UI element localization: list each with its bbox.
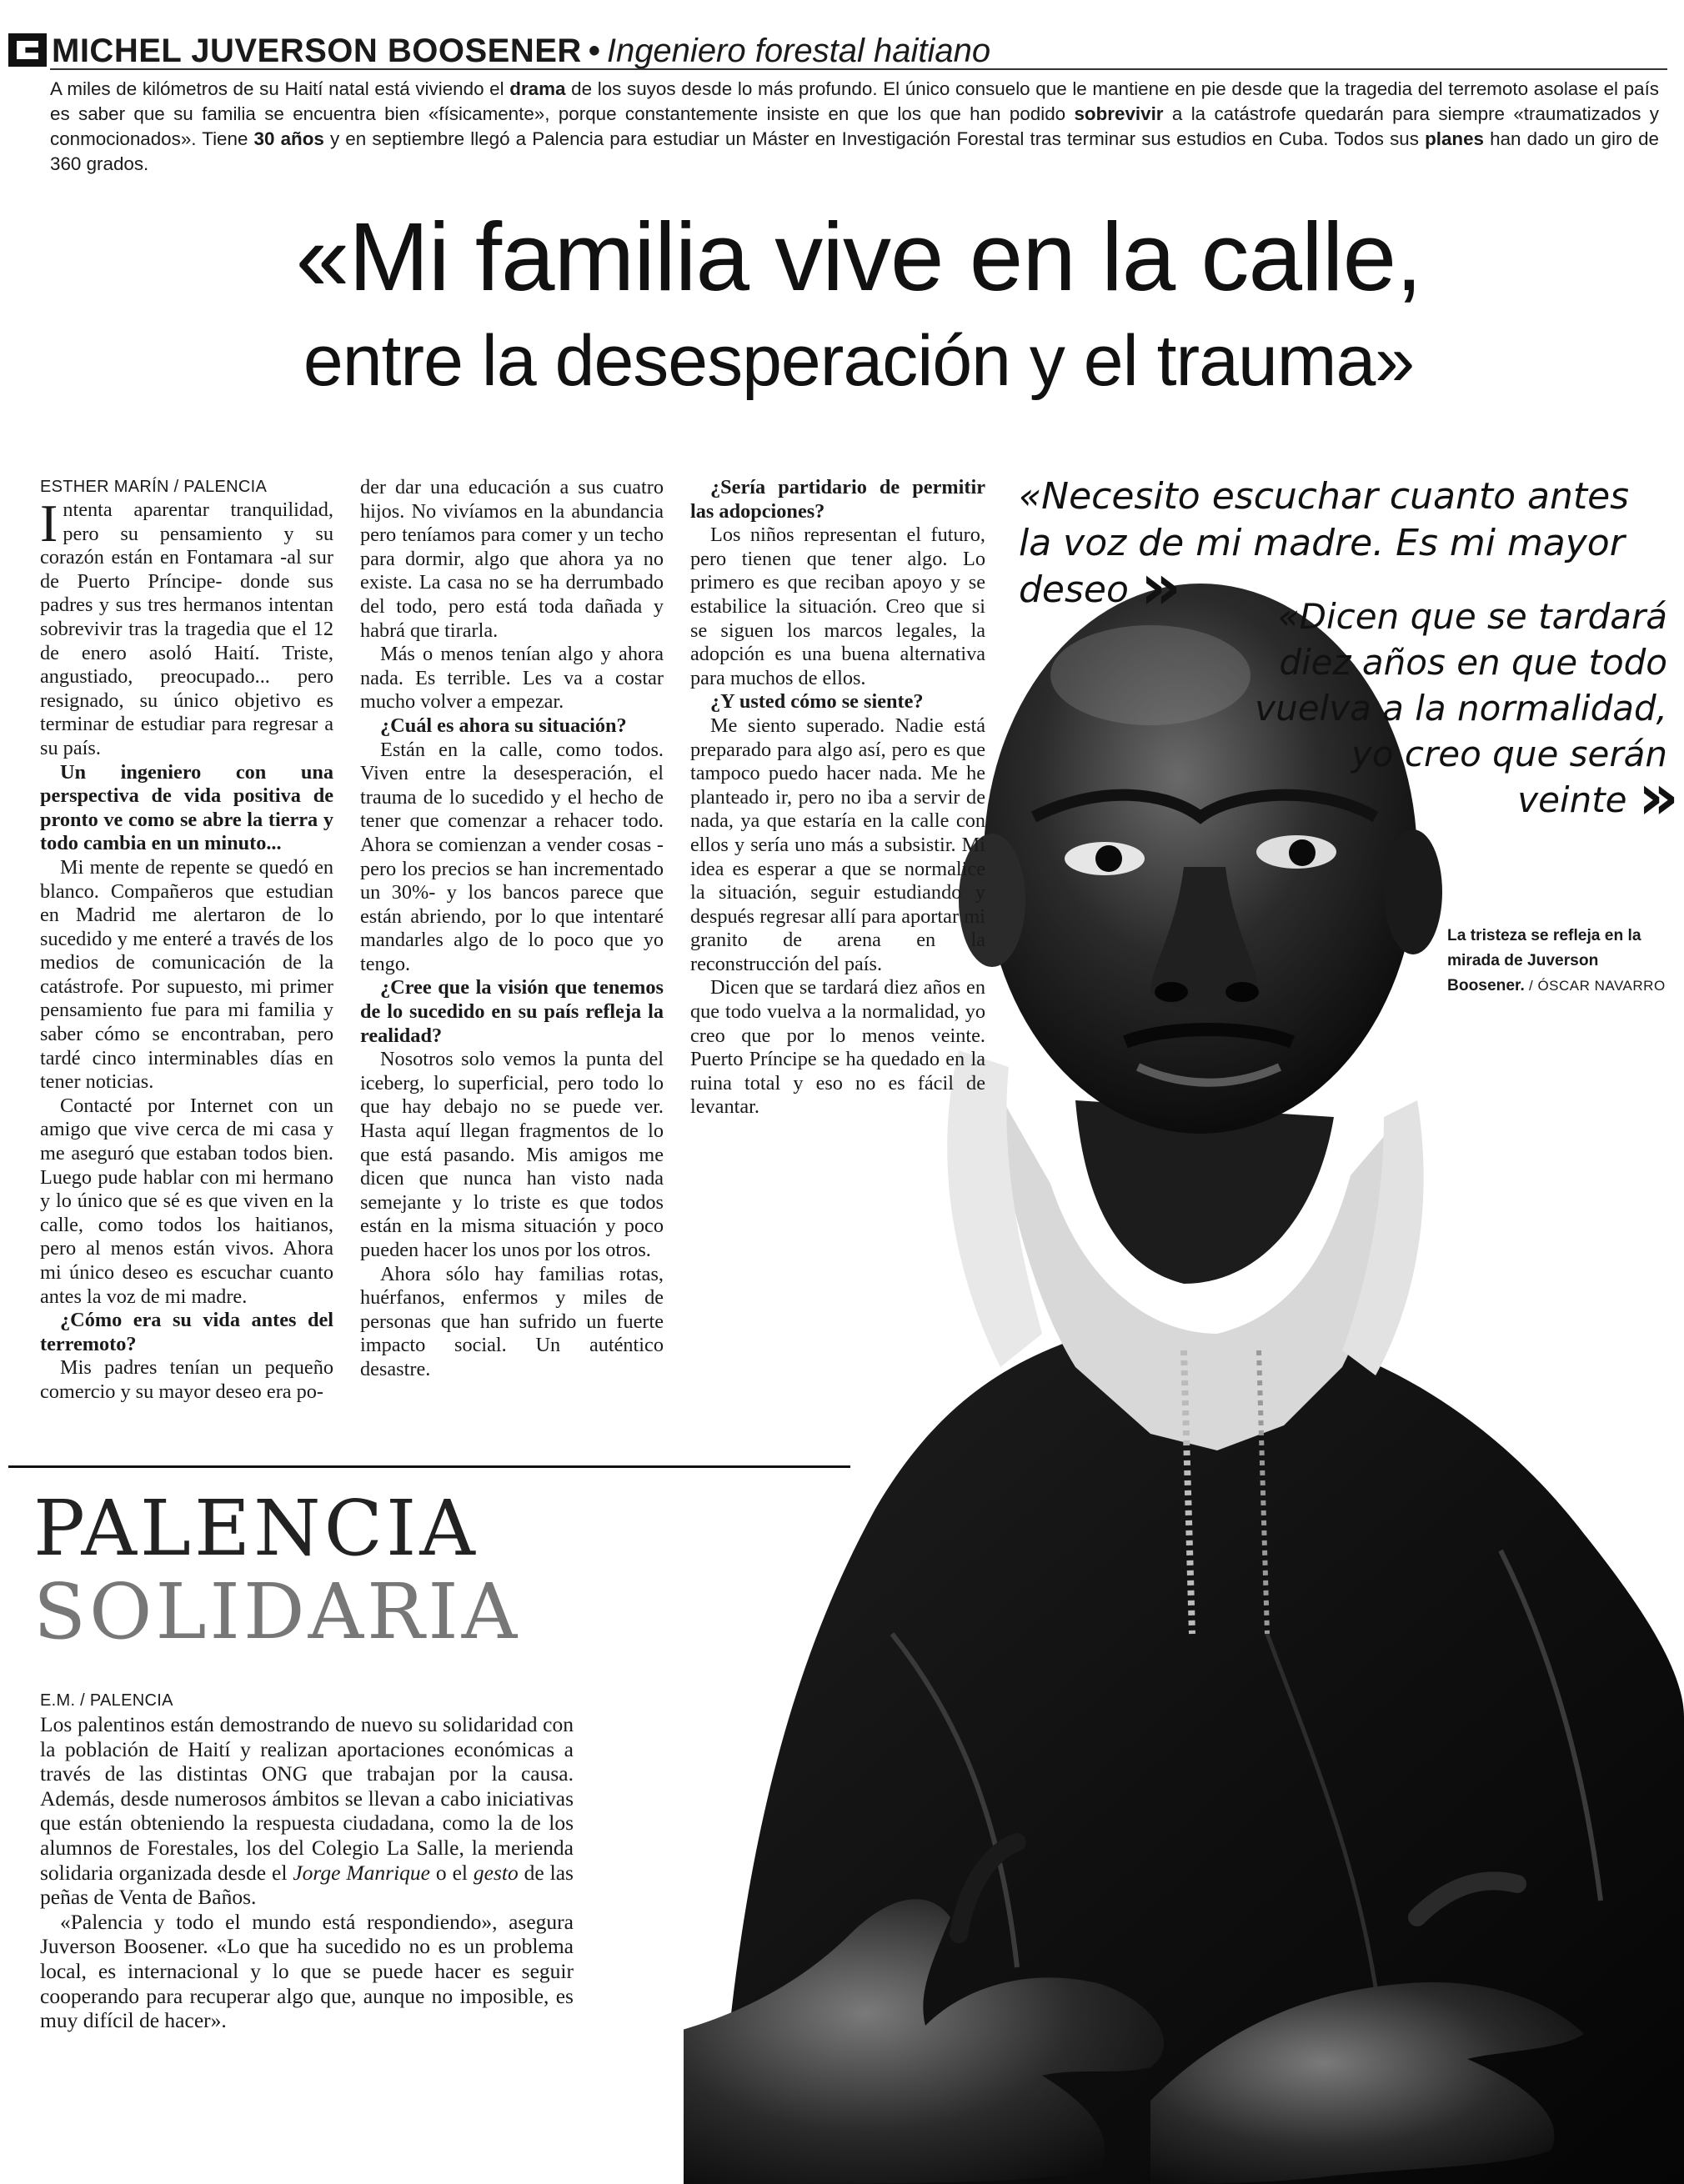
newspaper-logo-icon [8, 33, 47, 67]
interview-answer: Mi mente de repente se quedó en blanco. Compañeros que estudian en Madrid me alertaron de lo sucedido y me enteré a través de los medios de comunicación de la catástrofe. Por supuesto, mi primer pensamiento fue para mi familia y saber cómo se encontraban, pero tardé cinco interminables días en tener noticias. [40, 855, 333, 1094]
interview-answer: Mis padres tenían un pequeño comercio y su mayor deseo era po- [40, 1356, 333, 1403]
interview-answer: Contacté por Internet con un amigo que vive cerca de mi casa y me aseguró que estaban todos bien. Luego pude hablar con mi hermano y lo único que sé es que viven en la calle, como todos los haitianos, pero al menos están vivos. Ahora mi único deseo es escuchar cuanto antes la voz de mi madre. [40, 1094, 333, 1308]
interview-answer: Los niños representan el futuro, pero tienen que tener algo. Lo primero es que reciban apoyo y se estabilice la situación. Creo que si se siguen los marcos legales, la adopción es una buena alternativa para muchos de ellos. [690, 523, 985, 689]
sidebar-byline: E.M. / PALENCIA [40, 1691, 173, 1710]
article-first-paragraph: Intenta aparentar tranquilidad, pero su pensamiento y su corazón están en Fontamara -al sur de Puerto Príncipe- donde sus padres y sus tres hermanos intentan sobrevivir tras la tragedia que el 12 de enero asoló Haití. Triste, angustiado, preocupado... pero resignado, su único objetivo es terminar de estudiar para regresar a su país. [40, 493, 333, 759]
article-column-1 [40, 475, 333, 1405]
interview-question: ¿Cómo era su vida antes del terremoto? [40, 1309, 333, 1355]
sidebar-paragraph: «Palencia y todo el mundo está respondiendo», asegura Juverson Boosener. «Lo que ha sucedido no es un problema local, es internacional y lo que se puede hacer es seguir cooperando para recuperar algo que, aunque no imposible, es muy difícil de hacer». [40, 1909, 574, 2033]
article-byline: ESTHER MARÍN / PALENCIA [40, 478, 268, 496]
interview-question: Un ingeniero con una perspectiva de vida positiva de pronto ve como se abre la tierra y todo cambia en un minuto... [40, 760, 333, 855]
close-quote-icon: » [1140, 549, 1170, 624]
article-column-3 [690, 476, 985, 1120]
interview-question: ¿Cuál es ahora su situación? [380, 714, 627, 737]
interview-question: ¿Y usted cómo se siente? [710, 690, 924, 714]
sidebar-title-line-1: PALENCIA [33, 1484, 479, 1573]
interview-answer: Me siento superado. Nadie está preparado para algo así, pero es que tampoco puedo hacer nada. Me he planteado ir, pero no iba a servir de nada, ya que estaría en la calle con ellos y sería uno más a subsistir. Mi idea es esperar a que se normalice la situación, seguir estudiando y después regresar allí para aportar mi granito de arena en la reconstrucción del país. [690, 714, 985, 975]
pull-quote-ten-years: «Dicen que se tardará diez años en que todo vuelva a la normalidad, yo creo que serán veinte » [1255, 596, 1667, 834]
kicker-separator: • [588, 33, 600, 69]
interview-answer: der dar una educación a sus cuatro hijos. No vivíamos en la abundancia pero teníamos para comer y un techo para dormir, algo que ahora ya no existe. La casa no se ha derrumbado del todo, pero está toda dañada y habrá que tirarla. [360, 476, 664, 642]
headline-line-1: «Mi familia vive en la calle, [295, 203, 1422, 311]
photo-credit: / ÓSCAR NAVARRO [1524, 978, 1666, 994]
sidebar-paragraph: Los palentinos están demostrando de nuevo su solidaridad con la población de Haití y realizan aportaciones económicas a través de las distintas ONG que trabajan por la causa. Además, desde numerosos ámbitos se llevan a cabo iniciativas que están obteniendo la respuesta ciudadana, como la de los alumnos de Forestales, los del Colegio La Salle, la merienda solidaria organizada desde el Jorge Manrique o el gesto de las peñas de Venta de Baños. [40, 1712, 574, 1910]
sidebar-body [40, 1689, 574, 2033]
header-rule [50, 68, 1667, 70]
kicker [52, 30, 990, 72]
interview-answer: Dicen que se tardará diez años en que todo vuelva a la normalidad, yo creo que por lo menos veinte. Puerto Príncipe se ha quedado en la ruina total y eso no es fácil de levantar. [690, 976, 985, 1119]
pull-quote-mother: «Necesito escuchar cuanto antes la voz de mi madre. Es mi mayor deseo » [1019, 475, 1630, 624]
interviewee-name: MICHEL JUVERSON BOOSENER [52, 33, 582, 69]
headline-line-2: entre la desesperación y el trauma» [303, 321, 1415, 401]
interview-answer: Ahora sólo hay familias rotas, huérfanos, enfermos y miles de personas que han sufrido un fuerte impacto social. Un auténtico desastre. [360, 1262, 664, 1380]
lede-paragraph: A miles de kilómetros de su Haití natal está viviendo el drama de los suyos desde lo más profundo. El único consuelo que le mantiene en pie desde que la tragedia del terremoto asolase el país es saber que su familia se encuentra bien «físicamente», porque constantemente insiste en que los que han podido sobrevivir a la catástrofe quedarán para siempre «traumatizados y conmocionados». Tiene 30 años y en septiembre llegó a Palencia para estudiar un Máster en Investigación Forestal tras terminar sus estudios en Cuba. Todos sus planes han dado un giro de 360 grados. [50, 78, 1659, 174]
article-column-2 [360, 476, 664, 1382]
sidebar-title-line-2: SOLIDARIA [33, 1567, 521, 1656]
interview-question: ¿Cree que la visión que tenemos de lo sucedido en su país refleja la realidad? [360, 976, 664, 1047]
interview-question: ¿Sería partidario de permitir las adopciones? [690, 476, 985, 523]
close-quote-icon: » [1637, 759, 1667, 834]
drop-cap: I [40, 493, 58, 553]
interview-answer: Más o menos tenían algo y ahora nada. Es terrible. Les va a costar mucho volver a empezar. [360, 643, 664, 714]
interview-answer: Nosotros solo vemos la punta del iceberg, lo superficial, pero todo lo que hay debajo no se puede ver. Hasta aquí llegan fragmentos de lo que está pasando. Mis amigos me dicen que nunca han visto nada semejante y lo triste es que todos están en la misma situación y poco pueden hacer los unos por los otros. [360, 1048, 664, 1261]
headline [50, 198, 1667, 407]
interviewee-role: Ingeniero forestal haitiano [606, 33, 991, 69]
photo-caption: La tristeza se refleja en la mirada de Juverson Boosener. / ÓSCAR NAVARRO [1447, 927, 1666, 994]
sidebar-rule [8, 1465, 850, 1468]
interview-answer: Están en la calle, como todos. Viven entre la desesperación, el trauma de lo sucedido y el hecho de tener que comenzar a rehacer todo. Ahora se comienzan a vender cosas -pero los precios se han incrementado un 30%- y los bancos parece que están abriendo, por lo que intentaré mandarles algo de lo poco que yo tengo. [360, 738, 664, 975]
